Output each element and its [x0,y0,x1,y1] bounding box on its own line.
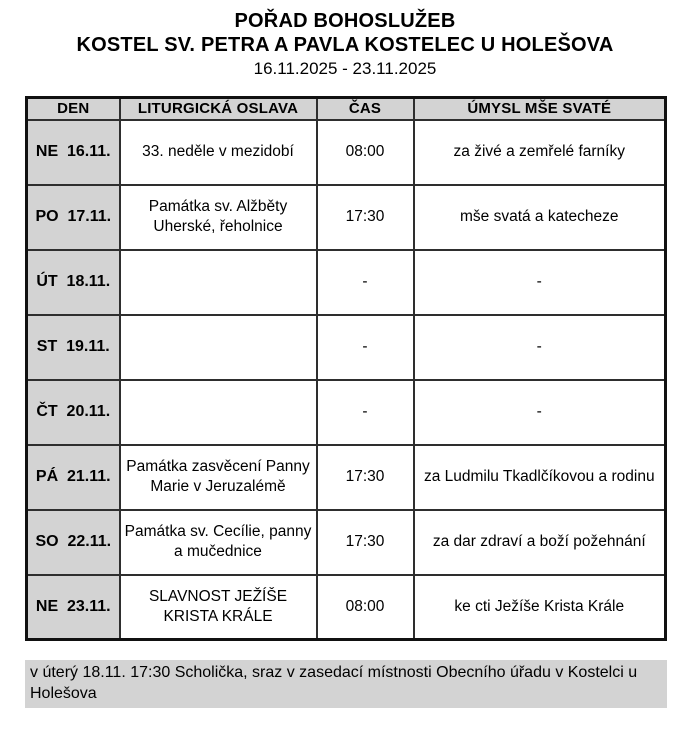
table-row [27,250,666,315]
time-cell: 08:00 [317,575,414,640]
table-row [27,185,666,250]
time-cell: - [317,380,414,445]
day-cell: ÚT 18.11. [27,250,120,315]
celebration-cell: Památka zasvěcení Panny Marie v Jeruzalémě [120,445,317,510]
column-header-2: ČAS [317,98,414,120]
table-row [27,445,666,510]
celebration-cell: 33. neděle v mezidobí [120,120,317,185]
day-cell: PÁ 21.11. [27,445,120,510]
table-row [27,120,666,185]
intention-cell: ke cti Ježíše Krista Krále [414,575,666,640]
table-row [27,380,666,445]
title-block [0,0,690,80]
celebration-cell [120,315,317,380]
column-header-3: ÚMYSL MŠE SVATÉ [414,98,666,120]
column-header-0: DEN [27,98,120,120]
page-subtitle: KOSTEL SV. PETRA A PAVLA KOSTELEC U HOLEŠOVA [76,34,614,56]
time-cell: 17:30 [317,185,414,250]
intention-cell: za Ludmilu Tkadlčíkovou a rodinu [414,445,666,510]
table-row [27,315,666,380]
intention-cell: mše svatá a katecheze [414,185,666,250]
intention-cell: - [414,250,666,315]
table-row [27,575,666,640]
footer-note: v úterý 18.11. 17:30 Scholička, sraz v zasedací místnosti Obecního úřadu v Kostelci u Holešova [25,660,667,708]
day-cell: ČT 20.11. [27,380,120,445]
time-cell: - [317,315,414,380]
celebration-cell: SLAVNOST JEŽÍŠE KRISTA KRÁLE [120,575,317,640]
page-title: POŘAD BOHOSLUŽEB [234,10,456,32]
celebration-cell [120,380,317,445]
celebration-cell: Památka sv. Cecílie, panny a mučednice [120,510,317,575]
table-header-row [27,98,666,120]
table-body [27,120,666,640]
column-header-1: LITURGICKÁ OSLAVA [120,98,317,120]
intention-cell: - [414,380,666,445]
celebration-cell: Památka sv. Alžběty Uherské, řeholnice [120,185,317,250]
time-cell: 17:30 [317,510,414,575]
day-cell: PO 17.11. [27,185,120,250]
time-cell: 08:00 [317,120,414,185]
intention-cell: za dar zdraví a boží požehnání [414,510,666,575]
celebration-cell [120,250,317,315]
day-cell: SO 22.11. [27,510,120,575]
date-range: 16.11.2025 - 23.11.2025 [253,59,437,78]
table-row [27,510,666,575]
day-cell: ST 19.11. [27,315,120,380]
intention-cell: za živé a zemřelé farníky [414,120,666,185]
intention-cell: - [414,315,666,380]
mass-schedule-table [25,96,667,641]
time-cell: - [317,250,414,315]
day-cell: NE 23.11. [27,575,120,640]
day-cell: NE 16.11. [27,120,120,185]
time-cell: 17:30 [317,445,414,510]
